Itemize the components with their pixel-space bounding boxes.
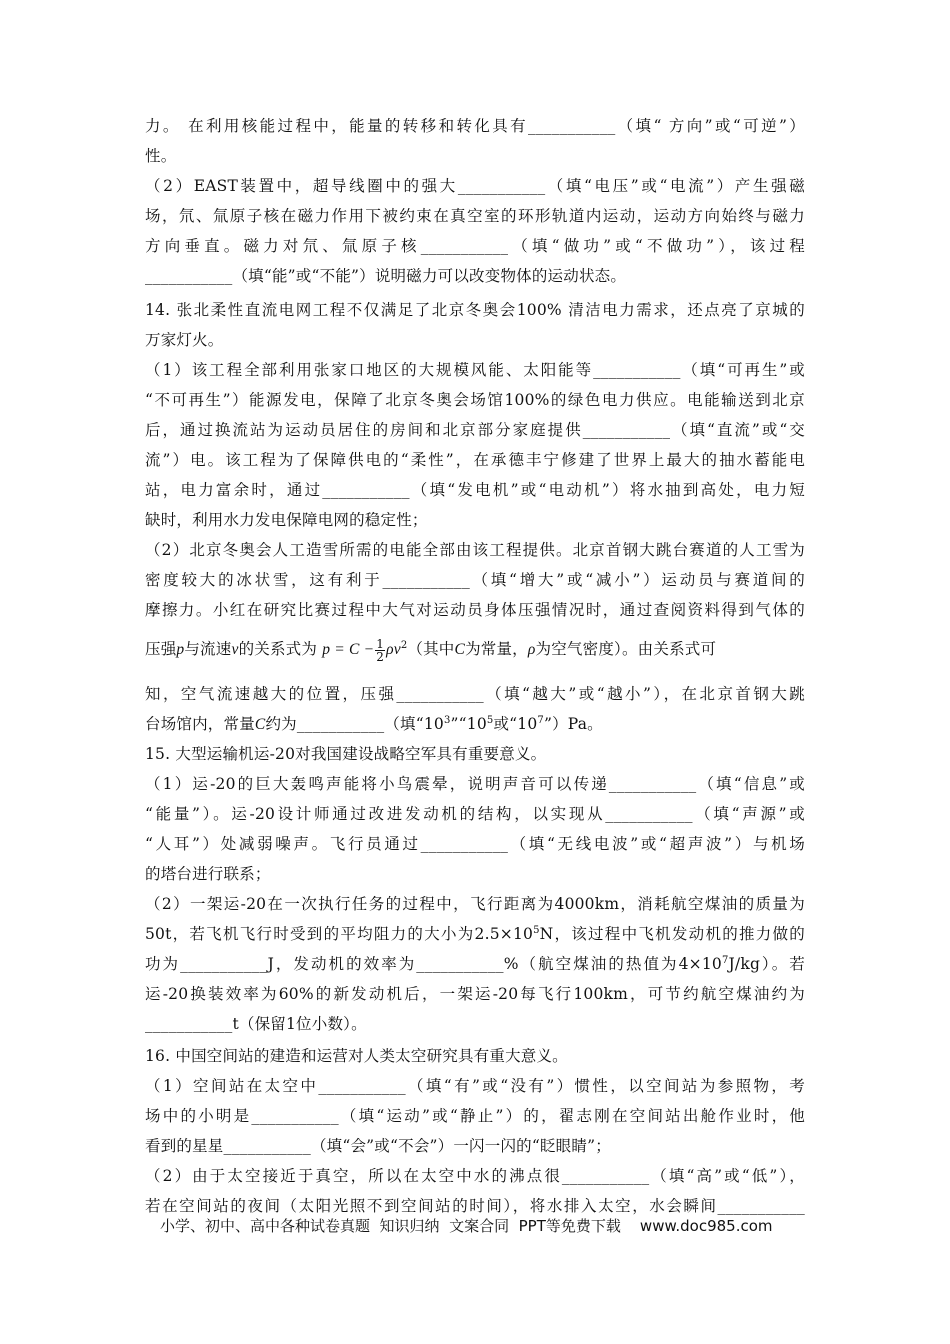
text-line: 站，电力富余时，通过___________（填“发电机”或“电动机”）将水抽到高处，电力短 (145, 481, 805, 499)
text-line: 流”）电。该工程为了保障供电的“柔性”，在承德丰宁修建了世界上最大的抽水蓄能电 (145, 451, 805, 469)
text-line: （1）运-20的巨大轰鸣声能将小鸟震晕，说明声音可以传递___________（填“信息”或 (145, 775, 805, 793)
text-line: 看到的星星___________（填“会”或“不会”）一闪一闪的“眨眼睛”； (145, 1137, 611, 1155)
fraction: $\frac{1}{2}$ (376, 636, 385, 664)
text-line: 场，氘、氚原子核在磁力作用下被约束在真空室的环形轨道内运动，运动方向始终与磁力 (145, 207, 805, 225)
text-line: “不可再生”）能源发电，保障了北京冬奥会场馆100%的绿色电力供应。电能输送到北京 (145, 391, 805, 409)
text-line: （1）空间站在太空中___________（填“有”或“没有”）惯性，以空间站为参照物，考 (145, 1077, 805, 1095)
text-line: “能量”）。运-20设计师通过改进发动机的结构，以实现从___________（填“声源”或 (145, 805, 805, 823)
text-line: 缺时，利用水力发电保障电网的稳定性； (145, 511, 428, 529)
text-line: （2）一架运-20在一次执行任务的过程中，飞行距离为4000km，消耗航空煤油的质量为 (145, 895, 805, 913)
text-line: 运-20换装效率为60%的新发动机后，一架运-20每飞行100km，可节约航空煤油约为 (145, 985, 805, 1003)
text-line: “人耳”）处减弱噪声。飞行员通过___________（填“无线电波”或“超声波”）与机场 (145, 835, 805, 853)
text-line: 50t，若飞机飞行时受到的平均阻力的大小为$2.5\times 10^5N$，该过程中飞机发动机的推力做的 (145, 924, 806, 943)
formula-lhs: p = C − (322, 641, 375, 658)
text-line: 台场馆内，常量C约为___________（填“$10^3”“10^5$或“$10^7”)Pa$。 (145, 714, 603, 733)
text-line: （2）由于太空接近于真空，所以在太空中水的沸点很___________（填“高”或“低”）， (145, 1167, 805, 1185)
page-footer: 小学、初中、高中各种试卷真题 知识归纳 文案合同 PPT等免费下载 www.doc985.com (160, 1217, 773, 1235)
text-line: 知，空气流速越大的位置，压强___________（填“越大”或“越小”），在北京首钢大跳 (145, 685, 805, 703)
text-line: 方向垂直。磁力对氘、氚原子核___________（填“做功”或“不做功”），该过程 (145, 237, 805, 255)
text-line: 性。 (145, 147, 177, 165)
text-line: 密度较大的冰状雪，这有利于___________（填“增大”或“减小”）运动员与赛道间的 (145, 571, 805, 589)
text-line: （2）北京冬奥会人工造雪所需的电能全部由该工程提供。北京首钢大跳台赛道的人工雪为 (145, 541, 805, 559)
text-line: 摩擦力。小红在研究比赛过程中大气对运动员身体压强情况时，通过查阅资料得到气体的 (145, 601, 805, 619)
question-14-title: 14. 张北柔性直流电网工程不仅满足了北京冬奥会100% 清洁电力需求，还点亮了京城的 (145, 301, 805, 319)
text-line: 若在空间站的夜间（太阳光照不到空间站的时间），将水排入太空，水会瞬间___________ (145, 1197, 805, 1215)
text-line: 的塔台进行联系； (145, 865, 271, 883)
question-16-title: 16. 中国空间站的建造和运营对人类太空研究具有重大意义。 (145, 1047, 568, 1065)
text-line: （1）该工程全部利用张家口地区的大规模风能、太阳能等___________（填“可再生”或 (145, 361, 805, 379)
text-line: 万家灯火。 (145, 331, 224, 349)
text-line: 场中的小明是___________（填“运动”或“静止”）的，翟志刚在空间站出舱作业时，他 (145, 1107, 805, 1125)
text-line: 后，通过换流站为运动员居住的房间和北京部分家庭提供___________（填“直流”或“交 (145, 421, 805, 439)
text-line: ___________（填“能”或“不能”）说明磁力可以改变物体的运动状态。 (145, 267, 627, 285)
question-15-title: 15. 大型运输机运-20对我国建设战略空军具有重要意义。 (145, 745, 547, 763)
text-line: 功为___________J，发动机的效率为___________%（航空煤油的热值为$4\times 10^7J/kg$）。若 (145, 954, 805, 973)
text-line: 力。 在利用核能过程中，能量的转移和转化具有___________（填“ 方向”或“可逆”） (145, 117, 805, 135)
text-line: （2）EAST装置中，超导线圈中的强大___________（填“电压”或“电流”）产生强磁 (145, 177, 805, 195)
formula-line: 压强p与流速v的关系式为 p = C − $\frac{1}{2}$ $\rho v^2$（其中C为常量，ρ为空气密度）。由关系式可 (145, 636, 717, 664)
text-line: ___________t（保留1位小数）。 (145, 1015, 367, 1033)
